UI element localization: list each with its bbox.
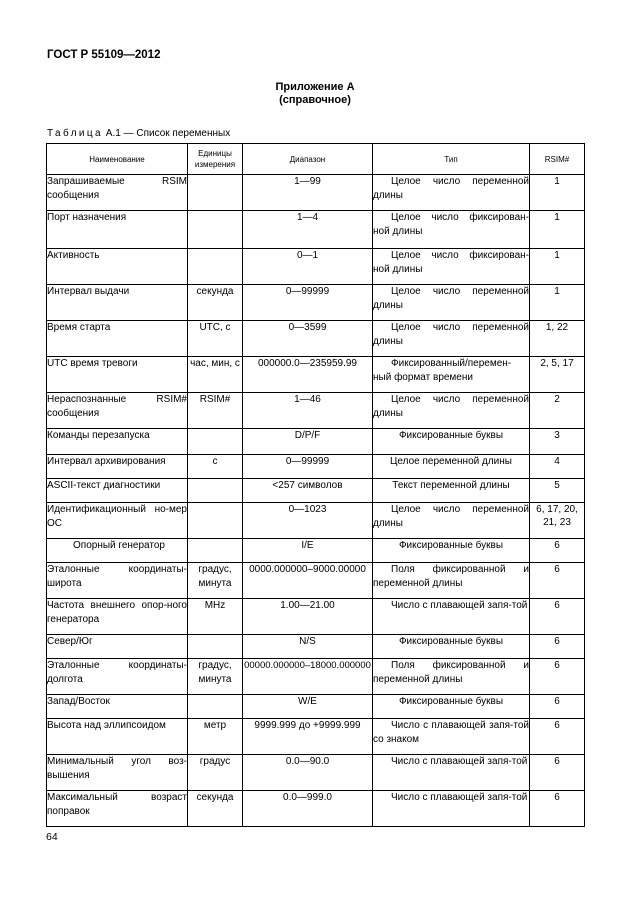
cell-range: 000000.0—235959.99 [243,357,373,393]
cell-unit [188,249,243,285]
cell-unit [188,479,243,503]
cell-unit: UTC, с [188,321,243,357]
cell-type: Целое переменной длины [373,455,530,479]
cell-name: Эталонные координаты-широта [47,563,188,599]
cell-type: Число с плавающей запя-той [373,599,530,635]
cell-range: 0.0—999.0 [243,791,373,827]
cell-rsim: 6 [530,635,585,659]
cell-range: 0—1 [243,249,373,285]
table-caption [47,128,230,139]
table-header-row [47,144,585,175]
cell-type: Целое число фиксирован-ной длины [373,211,530,249]
cell-type: Поля фиксированной и переменной длины [373,563,530,599]
cell-rsim: 2, 5, 17 [530,357,585,393]
table-row [47,659,585,695]
cell-range: 0—1023 [243,503,373,539]
cell-name: Высота над эллипсоидом [47,719,188,755]
cell-rsim: 2 [530,393,585,429]
table-row [47,175,585,211]
cell-range: D/P/F [243,429,373,455]
cell-unit [188,175,243,211]
cell-range: 0—99999 [243,455,373,479]
cell-name: Север/Юг [47,635,188,659]
col-header-rsim: RSIM# [530,144,585,175]
appendix-title: Приложение А [275,81,355,93]
cell-rsim: 1 [530,175,585,211]
cell-type: Число с плавающей запя-той [373,791,530,827]
cell-unit [188,211,243,249]
cell-range: 0—99999 [243,285,373,321]
caption-prefix: Таблица [47,128,104,139]
cell-unit: секунда [188,285,243,321]
cell-range: N/S [243,635,373,659]
cell-name: Интервал выдачи [47,285,188,321]
cell-name: Максимальный возраст поправок [47,791,188,827]
cell-name: Порт назначения [47,211,188,249]
table-row [47,479,585,503]
cell-rsim: 6 [530,695,585,719]
cell-unit: градус [188,755,243,791]
table-row [47,211,585,249]
cell-name: Идентификационный но-мер ОС [47,503,188,539]
caption-number: А.1 [105,128,121,139]
cell-unit: градус, минута [188,563,243,599]
cell-name: Активность [47,249,188,285]
cell-rsim: 6 [530,659,585,695]
cell-rsim: 3 [530,429,585,455]
table-row [47,285,585,321]
cell-name: Запад/Восток [47,695,188,719]
cell-unit: MHz [188,599,243,635]
cell-rsim: 6 [530,599,585,635]
cell-name: Опорный генератор [47,539,188,563]
col-header-unit: Единицы измерения [188,144,243,175]
cell-type: Текст переменной длины [373,479,530,503]
cell-range: 1.00—21.00 [243,599,373,635]
table-row [47,695,585,719]
cell-unit [188,539,243,563]
cell-name: UTC время тревоги [47,357,188,393]
cell-range: <257 символов [243,479,373,503]
cell-rsim: 6 [530,719,585,755]
cell-type: Целое число переменной длины [373,321,530,357]
cell-name: Частота внешнего опор-ного генератора [47,599,188,635]
cell-rsim: 4 [530,455,585,479]
cell-unit: градус, минута [188,659,243,695]
cell-unit: RSIM# [188,393,243,429]
cell-range: 0.0—90.0 [243,755,373,791]
cell-range: I/E [243,539,373,563]
page-number: 64 [46,831,58,843]
cell-name: Интервал архивирования [47,455,188,479]
cell-name: Эталонные координаты-долгота [47,659,188,695]
cell-unit: метр [188,719,243,755]
cell-rsim: 6 [530,755,585,791]
table-row [47,719,585,755]
cell-rsim: 6 [530,563,585,599]
cell-type: Фиксированный/перемен-ный формат времени [373,357,530,393]
cell-range: 0—3599 [243,321,373,357]
table-row [47,455,585,479]
cell-type: Целое число переменной длины [373,393,530,429]
cell-range: 1—4 [243,211,373,249]
table-row [47,635,585,659]
cell-unit [188,429,243,455]
cell-type: Фиксированные буквы [373,635,530,659]
col-header-name: Наименование [47,144,188,175]
cell-range: W/E [243,695,373,719]
cell-type: Фиксированные буквы [373,429,530,455]
table-row [47,503,585,539]
appendix-subtitle: (справочное) [279,94,351,106]
table-row [47,791,585,827]
cell-type: Целое число переменной длины [373,285,530,321]
cell-rsim: 6 [530,791,585,827]
table-row [47,429,585,455]
table-row [47,393,585,429]
cell-type: Целое число переменной длины [373,503,530,539]
cell-type: Поля фиксированной и переменной длины [373,659,530,695]
cell-name: Команды перезапуска [47,429,188,455]
cell-name: Время старта [47,321,188,357]
cell-type: Число с плавающей запя-той [373,755,530,791]
cell-name: Минимальный угол воз-вышения [47,755,188,791]
cell-range: 00000.000000–18000.000000 [243,659,373,695]
col-header-type: Тип [373,144,530,175]
table-row [47,249,585,285]
cell-rsim: 1 [530,249,585,285]
table-row [47,755,585,791]
table-row [47,357,585,393]
cell-rsim: 5 [530,479,585,503]
cell-range: 1—99 [243,175,373,211]
cell-unit: с [188,455,243,479]
cell-unit [188,503,243,539]
appendix-heading [0,81,630,107]
caption-text: — Список переменных [120,128,231,139]
table-row [47,539,585,563]
cell-name: ASCII-текст диагностики [47,479,188,503]
cell-unit [188,695,243,719]
cell-range: 0000.000000–9000.00000 [243,563,373,599]
col-header-range: Диапазон [243,144,373,175]
cell-unit [188,635,243,659]
cell-rsim: 6, 17, 20, 21, 23 [530,503,585,539]
variables-table [46,143,585,827]
cell-unit: секунда [188,791,243,827]
cell-type: Целое число фиксирован-ной длины [373,249,530,285]
cell-type: Фиксированные буквы [373,539,530,563]
cell-rsim: 6 [530,539,585,563]
cell-range: 1—46 [243,393,373,429]
cell-rsim: 1 [530,285,585,321]
cell-type: Фиксированные буквы [373,695,530,719]
table-row [47,563,585,599]
cell-range: 9999.999 до +9999.999 [243,719,373,755]
cell-name: Запрашиваемые RSIM сообщения [47,175,188,211]
cell-type: Целое число переменной длины [373,175,530,211]
cell-name: Нераспознанные RSIM# сообщения [47,393,188,429]
cell-rsim: 1, 22 [530,321,585,357]
cell-unit: час, мин, с [188,357,243,393]
table-row [47,599,585,635]
standard-header: ГОСТ Р 55109—2012 [47,49,161,61]
cell-rsim: 1 [530,211,585,249]
cell-type: Число с плавающей запя-той со знаком [373,719,530,755]
table-row [47,321,585,357]
